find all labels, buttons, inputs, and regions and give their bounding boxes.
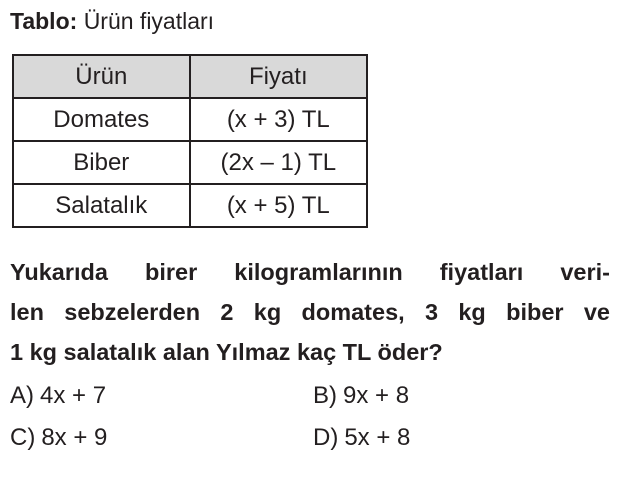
question-text bbox=[10, 252, 610, 372]
option-text: 8x + 9 bbox=[41, 424, 108, 451]
option-d[interactable] bbox=[313, 423, 410, 453]
price-cell: (x + 5) TL bbox=[190, 184, 367, 227]
question-line: len sebzelerden 2 kg domates, 3 kg biber ve bbox=[10, 299, 610, 325]
product-cell: Biber bbox=[13, 141, 190, 184]
question-line: 1 kg salatalık alan Yılmaz kaç TL öder? bbox=[10, 339, 443, 365]
header-product: Ürün bbox=[13, 55, 190, 98]
option-text: 9x + 8 bbox=[343, 382, 410, 409]
product-cell: Domates bbox=[13, 98, 190, 141]
product-cell: Salatalık bbox=[13, 184, 190, 227]
table-row bbox=[13, 98, 367, 141]
price-cell: (2x – 1) TL bbox=[190, 141, 367, 184]
option-c[interactable] bbox=[10, 423, 107, 453]
option-letter: A) bbox=[10, 382, 34, 409]
option-letter: C) bbox=[10, 424, 36, 451]
option-text: 4x + 7 bbox=[40, 382, 107, 409]
caption-title: Ürün fiyatları bbox=[83, 8, 215, 34]
option-text: 5x + 8 bbox=[344, 424, 411, 451]
table-header-row bbox=[13, 55, 367, 98]
option-letter: D) bbox=[313, 424, 339, 451]
table-row bbox=[13, 184, 367, 227]
price-table bbox=[12, 54, 368, 228]
table-row bbox=[13, 141, 367, 184]
option-a[interactable] bbox=[10, 381, 106, 411]
option-letter: B) bbox=[313, 382, 337, 409]
price-cell: (x + 3) TL bbox=[190, 98, 367, 141]
question-line: Yukarıda birer kilogramlarının fiyatları veri- bbox=[10, 259, 610, 285]
option-b[interactable] bbox=[313, 381, 409, 411]
header-price: Fiyatı bbox=[190, 55, 367, 98]
caption-label: Tablo: bbox=[10, 8, 78, 34]
table-caption bbox=[10, 6, 214, 36]
